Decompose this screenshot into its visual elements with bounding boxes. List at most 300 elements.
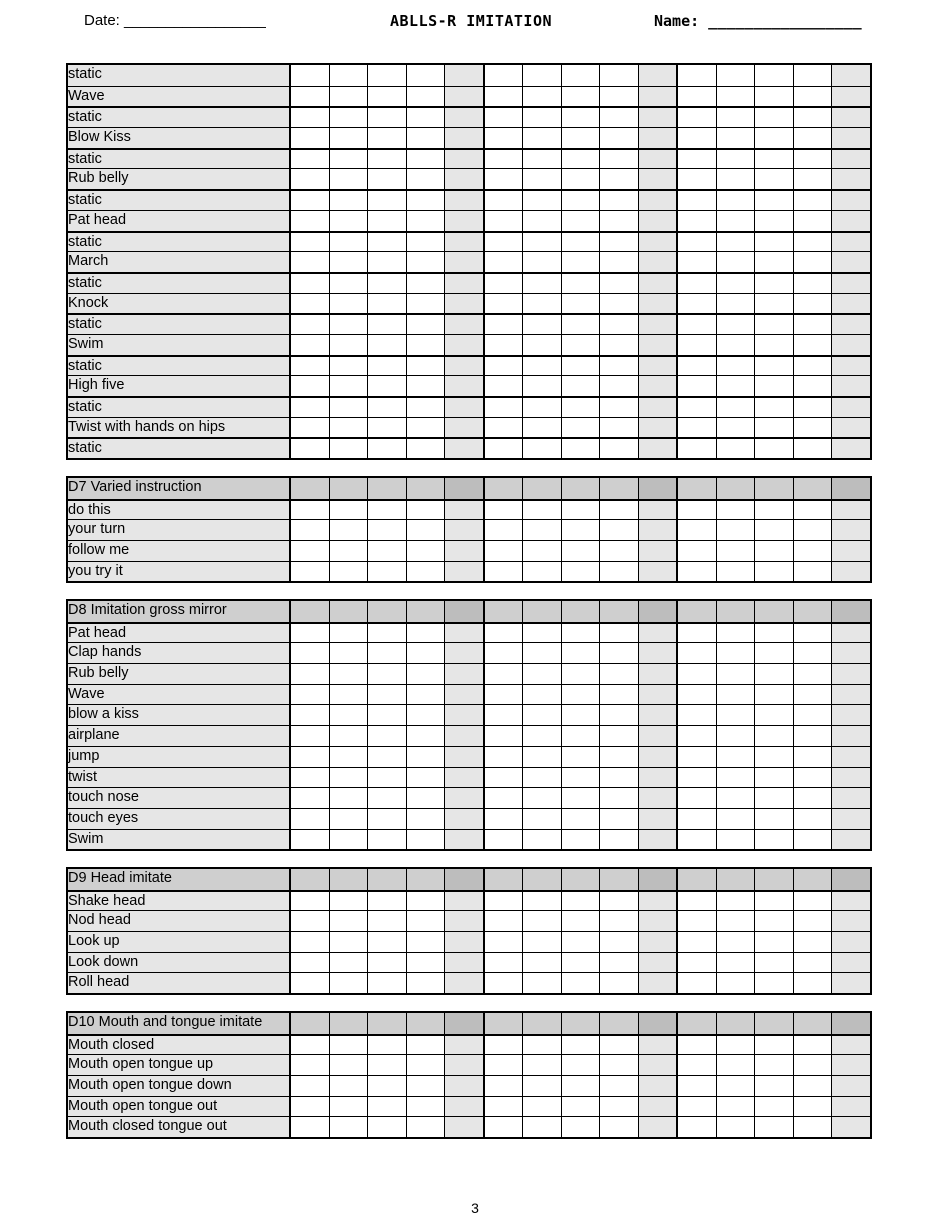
tally-cell[interactable]	[832, 892, 870, 911]
tally-cell[interactable]	[485, 830, 524, 850]
tally-cell[interactable]	[717, 418, 756, 438]
tally-cell[interactable]	[485, 520, 524, 540]
tally-cell[interactable]	[523, 315, 562, 334]
tally-cell[interactable]	[600, 150, 639, 169]
tally-cell[interactable]	[523, 1055, 562, 1075]
tally-cell[interactable]	[407, 869, 446, 890]
tally-cell[interactable]	[523, 685, 562, 705]
tally-cell[interactable]	[291, 398, 330, 417]
tally-cell[interactable]	[794, 128, 833, 148]
tally-cell[interactable]	[368, 809, 407, 829]
tally-cell[interactable]	[368, 398, 407, 417]
tally-cell[interactable]	[562, 357, 601, 376]
tally-cell[interactable]	[794, 501, 833, 520]
tally-cell[interactable]	[832, 1013, 870, 1034]
tally-cell[interactable]	[485, 252, 524, 272]
tally-cell[interactable]	[523, 747, 562, 767]
tally-cell[interactable]	[678, 1097, 717, 1117]
tally-cell[interactable]	[755, 788, 794, 808]
tally-cell[interactable]	[485, 108, 524, 127]
tally-cell[interactable]	[755, 726, 794, 746]
tally-cell[interactable]	[832, 705, 870, 725]
tally-cell[interactable]	[678, 830, 717, 850]
tally-cell[interactable]	[562, 169, 601, 189]
tally-cell[interactable]	[717, 892, 756, 911]
tally-cell[interactable]	[330, 643, 369, 663]
tally-cell[interactable]	[523, 65, 562, 86]
tally-cell[interactable]	[562, 1055, 601, 1075]
tally-cell[interactable]	[832, 747, 870, 767]
tally-cell[interactable]	[639, 128, 679, 148]
tally-cell[interactable]	[485, 726, 524, 746]
tally-cell[interactable]	[562, 747, 601, 767]
tally-cell[interactable]	[485, 335, 524, 355]
tally-cell[interactable]	[485, 418, 524, 438]
tally-cell[interactable]	[600, 315, 639, 334]
tally-cell[interactable]	[678, 953, 717, 973]
tally-cell[interactable]	[562, 562, 601, 582]
tally-cell[interactable]	[832, 601, 870, 622]
tally-cell[interactable]	[445, 973, 485, 993]
tally-cell[interactable]	[562, 150, 601, 169]
tally-cell[interactable]	[678, 601, 717, 622]
tally-cell[interactable]	[368, 643, 407, 663]
tally-cell[interactable]	[755, 624, 794, 643]
tally-cell[interactable]	[832, 65, 870, 86]
tally-cell[interactable]	[717, 128, 756, 148]
tally-cell[interactable]	[717, 830, 756, 850]
tally-cell[interactable]	[330, 869, 369, 890]
tally-cell[interactable]	[755, 87, 794, 107]
tally-cell[interactable]	[523, 664, 562, 684]
tally-cell[interactable]	[407, 335, 446, 355]
tally-cell[interactable]	[639, 624, 679, 643]
tally-cell[interactable]	[832, 108, 870, 127]
tally-cell[interactable]	[291, 953, 330, 973]
tally-cell[interactable]	[291, 274, 330, 293]
tally-cell[interactable]	[600, 478, 639, 499]
tally-cell[interactable]	[755, 520, 794, 540]
tally-cell[interactable]	[832, 726, 870, 746]
tally-cell[interactable]	[291, 1055, 330, 1075]
tally-cell[interactable]	[445, 953, 485, 973]
tally-cell[interactable]	[407, 150, 446, 169]
tally-cell[interactable]	[291, 643, 330, 663]
tally-cell[interactable]	[407, 664, 446, 684]
tally-cell[interactable]	[445, 685, 485, 705]
tally-cell[interactable]	[407, 809, 446, 829]
tally-cell[interactable]	[485, 211, 524, 231]
tally-cell[interactable]	[330, 562, 369, 582]
tally-cell[interactable]	[407, 501, 446, 520]
tally-cell[interactable]	[407, 932, 446, 952]
tally-cell[interactable]	[407, 911, 446, 931]
tally-cell[interactable]	[562, 315, 601, 334]
tally-cell[interactable]	[755, 335, 794, 355]
tally-cell[interactable]	[368, 315, 407, 334]
tally-cell[interactable]	[291, 128, 330, 148]
tally-cell[interactable]	[639, 520, 679, 540]
tally-cell[interactable]	[600, 932, 639, 952]
tally-cell[interactable]	[794, 830, 833, 850]
tally-cell[interactable]	[794, 973, 833, 993]
tally-cell[interactable]	[445, 932, 485, 952]
tally-cell[interactable]	[639, 601, 679, 622]
tally-cell[interactable]	[562, 705, 601, 725]
tally-cell[interactable]	[445, 108, 485, 127]
tally-cell[interactable]	[291, 788, 330, 808]
tally-cell[interactable]	[832, 1036, 870, 1055]
tally-cell[interactable]	[407, 726, 446, 746]
tally-cell[interactable]	[832, 252, 870, 272]
tally-cell[interactable]	[330, 1097, 369, 1117]
tally-cell[interactable]	[600, 501, 639, 520]
tally-cell[interactable]	[562, 932, 601, 952]
tally-cell[interactable]	[600, 418, 639, 438]
tally-cell[interactable]	[832, 335, 870, 355]
tally-cell[interactable]	[485, 191, 524, 210]
tally-cell[interactable]	[485, 1055, 524, 1075]
tally-cell[interactable]	[523, 892, 562, 911]
tally-cell[interactable]	[639, 705, 679, 725]
tally-cell[interactable]	[755, 169, 794, 189]
tally-cell[interactable]	[445, 1036, 485, 1055]
tally-cell[interactable]	[445, 478, 485, 499]
tally-cell[interactable]	[755, 274, 794, 293]
tally-cell[interactable]	[678, 376, 717, 396]
tally-cell[interactable]	[794, 398, 833, 417]
tally-cell[interactable]	[445, 562, 485, 582]
tally-cell[interactable]	[330, 150, 369, 169]
tally-cell[interactable]	[445, 830, 485, 850]
tally-cell[interactable]	[562, 809, 601, 829]
tally-cell[interactable]	[600, 439, 639, 458]
tally-cell[interactable]	[794, 294, 833, 314]
tally-cell[interactable]	[485, 376, 524, 396]
tally-cell[interactable]	[717, 1117, 756, 1137]
tally-cell[interactable]	[678, 439, 717, 458]
tally-cell[interactable]	[600, 211, 639, 231]
tally-cell[interactable]	[678, 562, 717, 582]
tally-cell[interactable]	[368, 294, 407, 314]
tally-cell[interactable]	[562, 252, 601, 272]
tally-cell[interactable]	[678, 274, 717, 293]
tally-cell[interactable]	[832, 541, 870, 561]
tally-cell[interactable]	[445, 376, 485, 396]
tally-cell[interactable]	[639, 357, 679, 376]
tally-cell[interactable]	[717, 601, 756, 622]
tally-cell[interactable]	[445, 87, 485, 107]
tally-cell[interactable]	[407, 398, 446, 417]
tally-cell[interactable]	[562, 398, 601, 417]
tally-cell[interactable]	[600, 520, 639, 540]
tally-cell[interactable]	[330, 501, 369, 520]
tally-cell[interactable]	[368, 911, 407, 931]
tally-cell[interactable]	[291, 335, 330, 355]
tally-cell[interactable]	[445, 664, 485, 684]
tally-cell[interactable]	[755, 315, 794, 334]
tally-cell[interactable]	[330, 108, 369, 127]
tally-cell[interactable]	[794, 869, 833, 890]
tally-cell[interactable]	[330, 911, 369, 931]
tally-cell[interactable]	[639, 911, 679, 931]
tally-cell[interactable]	[794, 624, 833, 643]
tally-cell[interactable]	[755, 150, 794, 169]
tally-cell[interactable]	[523, 150, 562, 169]
tally-cell[interactable]	[717, 911, 756, 931]
tally-cell[interactable]	[523, 191, 562, 210]
tally-cell[interactable]	[523, 911, 562, 931]
tally-cell[interactable]	[678, 932, 717, 952]
tally-cell[interactable]	[639, 830, 679, 850]
tally-cell[interactable]	[639, 788, 679, 808]
tally-cell[interactable]	[407, 1036, 446, 1055]
tally-cell[interactable]	[485, 747, 524, 767]
tally-cell[interactable]	[330, 541, 369, 561]
tally-cell[interactable]	[445, 233, 485, 252]
tally-cell[interactable]	[755, 953, 794, 973]
tally-cell[interactable]	[330, 1036, 369, 1055]
tally-cell[interactable]	[485, 705, 524, 725]
tally-cell[interactable]	[600, 892, 639, 911]
tally-cell[interactable]	[794, 911, 833, 931]
tally-cell[interactable]	[600, 233, 639, 252]
tally-cell[interactable]	[717, 65, 756, 86]
tally-cell[interactable]	[832, 664, 870, 684]
tally-cell[interactable]	[368, 932, 407, 952]
tally-cell[interactable]	[678, 643, 717, 663]
tally-cell[interactable]	[717, 953, 756, 973]
tally-cell[interactable]	[407, 601, 446, 622]
tally-cell[interactable]	[600, 953, 639, 973]
tally-cell[interactable]	[368, 169, 407, 189]
tally-cell[interactable]	[832, 87, 870, 107]
tally-cell[interactable]	[755, 932, 794, 952]
tally-cell[interactable]	[485, 809, 524, 829]
tally-cell[interactable]	[639, 1097, 679, 1117]
tally-cell[interactable]	[368, 65, 407, 86]
tally-cell[interactable]	[485, 1117, 524, 1137]
tally-cell[interactable]	[678, 108, 717, 127]
tally-cell[interactable]	[330, 788, 369, 808]
tally-cell[interactable]	[600, 1117, 639, 1137]
tally-cell[interactable]	[832, 418, 870, 438]
tally-cell[interactable]	[291, 315, 330, 334]
tally-cell[interactable]	[485, 233, 524, 252]
tally-cell[interactable]	[794, 376, 833, 396]
tally-cell[interactable]	[717, 1055, 756, 1075]
tally-cell[interactable]	[407, 439, 446, 458]
tally-cell[interactable]	[291, 911, 330, 931]
tally-cell[interactable]	[600, 541, 639, 561]
tally-cell[interactable]	[832, 128, 870, 148]
tally-cell[interactable]	[407, 252, 446, 272]
tally-cell[interactable]	[639, 643, 679, 663]
tally-cell[interactable]	[445, 211, 485, 231]
tally-cell[interactable]	[330, 520, 369, 540]
tally-cell[interactable]	[291, 705, 330, 725]
tally-cell[interactable]	[445, 809, 485, 829]
tally-cell[interactable]	[678, 705, 717, 725]
tally-cell[interactable]	[755, 705, 794, 725]
tally-cell[interactable]	[291, 1036, 330, 1055]
tally-cell[interactable]	[832, 274, 870, 293]
tally-cell[interactable]	[639, 1013, 679, 1034]
tally-cell[interactable]	[639, 376, 679, 396]
tally-cell[interactable]	[678, 768, 717, 788]
tally-cell[interactable]	[445, 1055, 485, 1075]
tally-cell[interactable]	[832, 685, 870, 705]
tally-cell[interactable]	[291, 294, 330, 314]
tally-cell[interactable]	[485, 128, 524, 148]
tally-cell[interactable]	[291, 252, 330, 272]
tally-cell[interactable]	[755, 685, 794, 705]
tally-cell[interactable]	[717, 1097, 756, 1117]
tally-cell[interactable]	[600, 562, 639, 582]
tally-cell[interactable]	[832, 376, 870, 396]
tally-cell[interactable]	[523, 932, 562, 952]
tally-cell[interactable]	[407, 643, 446, 663]
tally-cell[interactable]	[755, 1097, 794, 1117]
tally-cell[interactable]	[445, 541, 485, 561]
tally-cell[interactable]	[639, 973, 679, 993]
tally-cell[interactable]	[678, 809, 717, 829]
tally-cell[interactable]	[755, 418, 794, 438]
tally-cell[interactable]	[755, 65, 794, 86]
tally-cell[interactable]	[445, 274, 485, 293]
tally-cell[interactable]	[523, 439, 562, 458]
tally-cell[interactable]	[755, 478, 794, 499]
tally-cell[interactable]	[832, 809, 870, 829]
tally-cell[interactable]	[678, 211, 717, 231]
tally-cell[interactable]	[291, 809, 330, 829]
tally-cell[interactable]	[639, 169, 679, 189]
tally-cell[interactable]	[485, 478, 524, 499]
tally-cell[interactable]	[523, 274, 562, 293]
tally-cell[interactable]	[794, 150, 833, 169]
tally-cell[interactable]	[832, 211, 870, 231]
tally-cell[interactable]	[523, 768, 562, 788]
tally-cell[interactable]	[600, 335, 639, 355]
tally-cell[interactable]	[562, 1117, 601, 1137]
tally-cell[interactable]	[717, 315, 756, 334]
tally-cell[interactable]	[330, 65, 369, 86]
tally-cell[interactable]	[368, 335, 407, 355]
tally-cell[interactable]	[600, 788, 639, 808]
tally-cell[interactable]	[717, 705, 756, 725]
tally-cell[interactable]	[368, 541, 407, 561]
tally-cell[interactable]	[755, 562, 794, 582]
tally-cell[interactable]	[639, 953, 679, 973]
tally-cell[interactable]	[407, 376, 446, 396]
tally-cell[interactable]	[407, 973, 446, 993]
tally-cell[interactable]	[445, 357, 485, 376]
tally-cell[interactable]	[600, 274, 639, 293]
tally-cell[interactable]	[755, 501, 794, 520]
tally-cell[interactable]	[485, 768, 524, 788]
tally-cell[interactable]	[639, 274, 679, 293]
tally-cell[interactable]	[832, 1076, 870, 1096]
tally-cell[interactable]	[523, 128, 562, 148]
tally-cell[interactable]	[639, 87, 679, 107]
tally-cell[interactable]	[330, 1117, 369, 1137]
tally-cell[interactable]	[485, 911, 524, 931]
tally-cell[interactable]	[600, 191, 639, 210]
tally-cell[interactable]	[368, 624, 407, 643]
tally-cell[interactable]	[832, 191, 870, 210]
tally-cell[interactable]	[678, 973, 717, 993]
tally-cell[interactable]	[562, 211, 601, 231]
tally-cell[interactable]	[523, 869, 562, 890]
tally-cell[interactable]	[407, 768, 446, 788]
tally-cell[interactable]	[832, 953, 870, 973]
tally-cell[interactable]	[832, 830, 870, 850]
tally-cell[interactable]	[368, 685, 407, 705]
tally-cell[interactable]	[832, 315, 870, 334]
tally-cell[interactable]	[485, 87, 524, 107]
tally-cell[interactable]	[485, 65, 524, 86]
tally-cell[interactable]	[407, 1076, 446, 1096]
tally-cell[interactable]	[755, 1117, 794, 1137]
tally-cell[interactable]	[485, 501, 524, 520]
tally-cell[interactable]	[562, 376, 601, 396]
tally-cell[interactable]	[639, 768, 679, 788]
tally-cell[interactable]	[678, 1076, 717, 1096]
tally-cell[interactable]	[755, 768, 794, 788]
tally-cell[interactable]	[445, 315, 485, 334]
tally-cell[interactable]	[445, 624, 485, 643]
tally-cell[interactable]	[639, 501, 679, 520]
tally-cell[interactable]	[600, 87, 639, 107]
tally-cell[interactable]	[717, 357, 756, 376]
tally-cell[interactable]	[717, 747, 756, 767]
tally-cell[interactable]	[291, 601, 330, 622]
tally-cell[interactable]	[368, 726, 407, 746]
tally-cell[interactable]	[407, 128, 446, 148]
tally-cell[interactable]	[600, 108, 639, 127]
tally-cell[interactable]	[445, 869, 485, 890]
tally-cell[interactable]	[291, 624, 330, 643]
tally-cell[interactable]	[794, 932, 833, 952]
tally-cell[interactable]	[445, 1097, 485, 1117]
tally-cell[interactable]	[291, 869, 330, 890]
tally-cell[interactable]	[600, 294, 639, 314]
tally-cell[interactable]	[717, 1036, 756, 1055]
tally-cell[interactable]	[291, 830, 330, 850]
tally-cell[interactable]	[832, 624, 870, 643]
tally-cell[interactable]	[832, 501, 870, 520]
tally-cell[interactable]	[678, 315, 717, 334]
tally-cell[interactable]	[755, 869, 794, 890]
tally-cell[interactable]	[717, 643, 756, 663]
tally-cell[interactable]	[523, 294, 562, 314]
tally-cell[interactable]	[562, 128, 601, 148]
tally-cell[interactable]	[755, 830, 794, 850]
tally-cell[interactable]	[330, 601, 369, 622]
tally-cell[interactable]	[794, 520, 833, 540]
tally-cell[interactable]	[832, 973, 870, 993]
tally-cell[interactable]	[368, 768, 407, 788]
tally-cell[interactable]	[445, 252, 485, 272]
tally-cell[interactable]	[794, 809, 833, 829]
tally-cell[interactable]	[445, 335, 485, 355]
tally-cell[interactable]	[832, 439, 870, 458]
tally-cell[interactable]	[407, 294, 446, 314]
tally-cell[interactable]	[678, 685, 717, 705]
tally-cell[interactable]	[639, 211, 679, 231]
tally-cell[interactable]	[717, 294, 756, 314]
tally-cell[interactable]	[600, 685, 639, 705]
